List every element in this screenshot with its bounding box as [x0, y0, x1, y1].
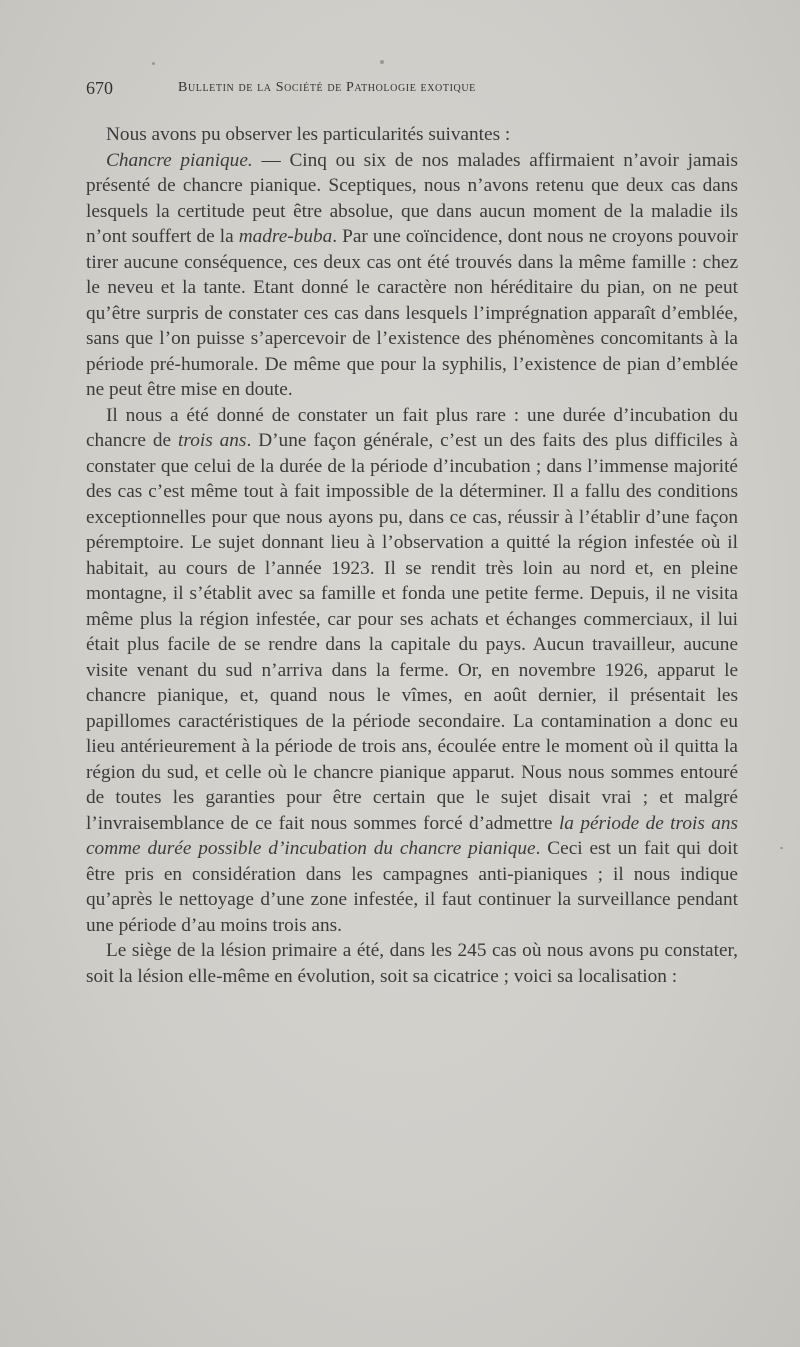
italic-term: madre-buba: [238, 226, 333, 247]
running-header: [86, 78, 740, 106]
paragraph-text: — Cinq ou six de nos malades affirmaient n’avoir jamais présenté de chancre pianique. Sceptiques, nous n’avons retenu que deux cas dans lesquels la certitude peut être absolue, que dans aucun moment de la maladie ils n’ont souffert de la: [86, 149, 738, 247]
paragraph-text: Le siège de la lésion primaire a été, dans les 245 cas où nous avons pu constater, soit la lésion elle-même en évolution, soit sa cicatrice ; voici sa localisation :: [86, 940, 738, 987]
paragraph-chancre-pianique: [86, 148, 738, 403]
paragraph-incubation: [86, 403, 738, 939]
paragraph-text: . Ceci est un fait qui doit être pris en considération dans les campagnes anti-pianiques ; il nous indique qu’après le nettoyage d’une zone infestée, il faut continuer la surveillance pendant une période d’au moins trois ans.: [86, 838, 738, 936]
journal-running-title: Bulletin de la Société de Pathologie exotique: [178, 80, 476, 95]
article-body: [86, 122, 738, 989]
ink-speck: [780, 847, 783, 849]
italic-term: trois ans: [178, 430, 247, 451]
paragraph-text: . D’une façon générale, c’est un des faits des plus difficiles à constater que celui de la durée de la période d’incubation ; dans l’immense majorité des cas c’est même tout à fait impossible de la déterminer. Il a fallu des conditions exceptionnelles pour que nous ayons pu, dans ce cas, réussir à l’établir d’une façon péremptoire. Le sujet donnant lieu à l’observation a quitté la région infestée où il habitait, au cours de l’année 1923. Il se rendit très loin au nord et, en pleine montagne, il s’établit avec sa famille et fonda une petite ferme. Depuis, il ne visita même plus la région infestée, car pour ses achats et échanges commerciaux, il lui était plus facile de se rendre dans la capitale du pays. Aucun travailleur, aucune visite venant du sud n’arriva dans la ferme. Or, en novembre 1926, apparut le chancre pianique, et, quand nous le vîmes, en août dernier, il présentait les papillomes caractéristiques de la période secondaire. La contamination a donc eu lieu antérieurement à la période de trois ans, écoulée entre le moment où il quitta la région du sud, et celle où le chancre pianique apparut. Nous nous sommes entouré de toutes les garanties pour être certain que le sujet disait vrai ; et malgré l’invraisemblance de ce fait nous sommes forcé d’admettre: [86, 430, 738, 834]
paragraph-text: . Par une coïncidence, dont nous ne croyons pouvoir tirer aucune conséquence, ces deux cas ont été trouvés dans la même famille : chez le neveu et la tante. Etant donné le caractère non héréditaire du pian, on ne peut qu’être surpris de constater ces cas dans lesquels l’imprégnation apparaît d’emblée, sans que l’on puisse s’apercevoir de l’existence des phénomènes concomitants à la période pré-humorale. De même que pour la syphilis, l’existence de pian d’emblée ne peut être mise en doute.: [86, 226, 738, 400]
page-number: 670: [86, 78, 113, 98]
paragraph-intro: [86, 122, 738, 148]
ink-speck: [380, 60, 384, 64]
paragraph-text: Nous avons pu observer les particularités suivantes :: [106, 124, 511, 145]
paragraph-text: Il nous a été donné de constater un fait plus rare : une durée d’incubation du chancre de: [86, 404, 738, 451]
section-lead-italic: Chancre pianique.: [106, 149, 253, 171]
italic-conclusion: la période de trois ans comme durée possible d’incubation du chancre pianique: [86, 812, 738, 859]
paragraph-localisation: [86, 938, 738, 989]
ink-speck: [152, 62, 155, 65]
